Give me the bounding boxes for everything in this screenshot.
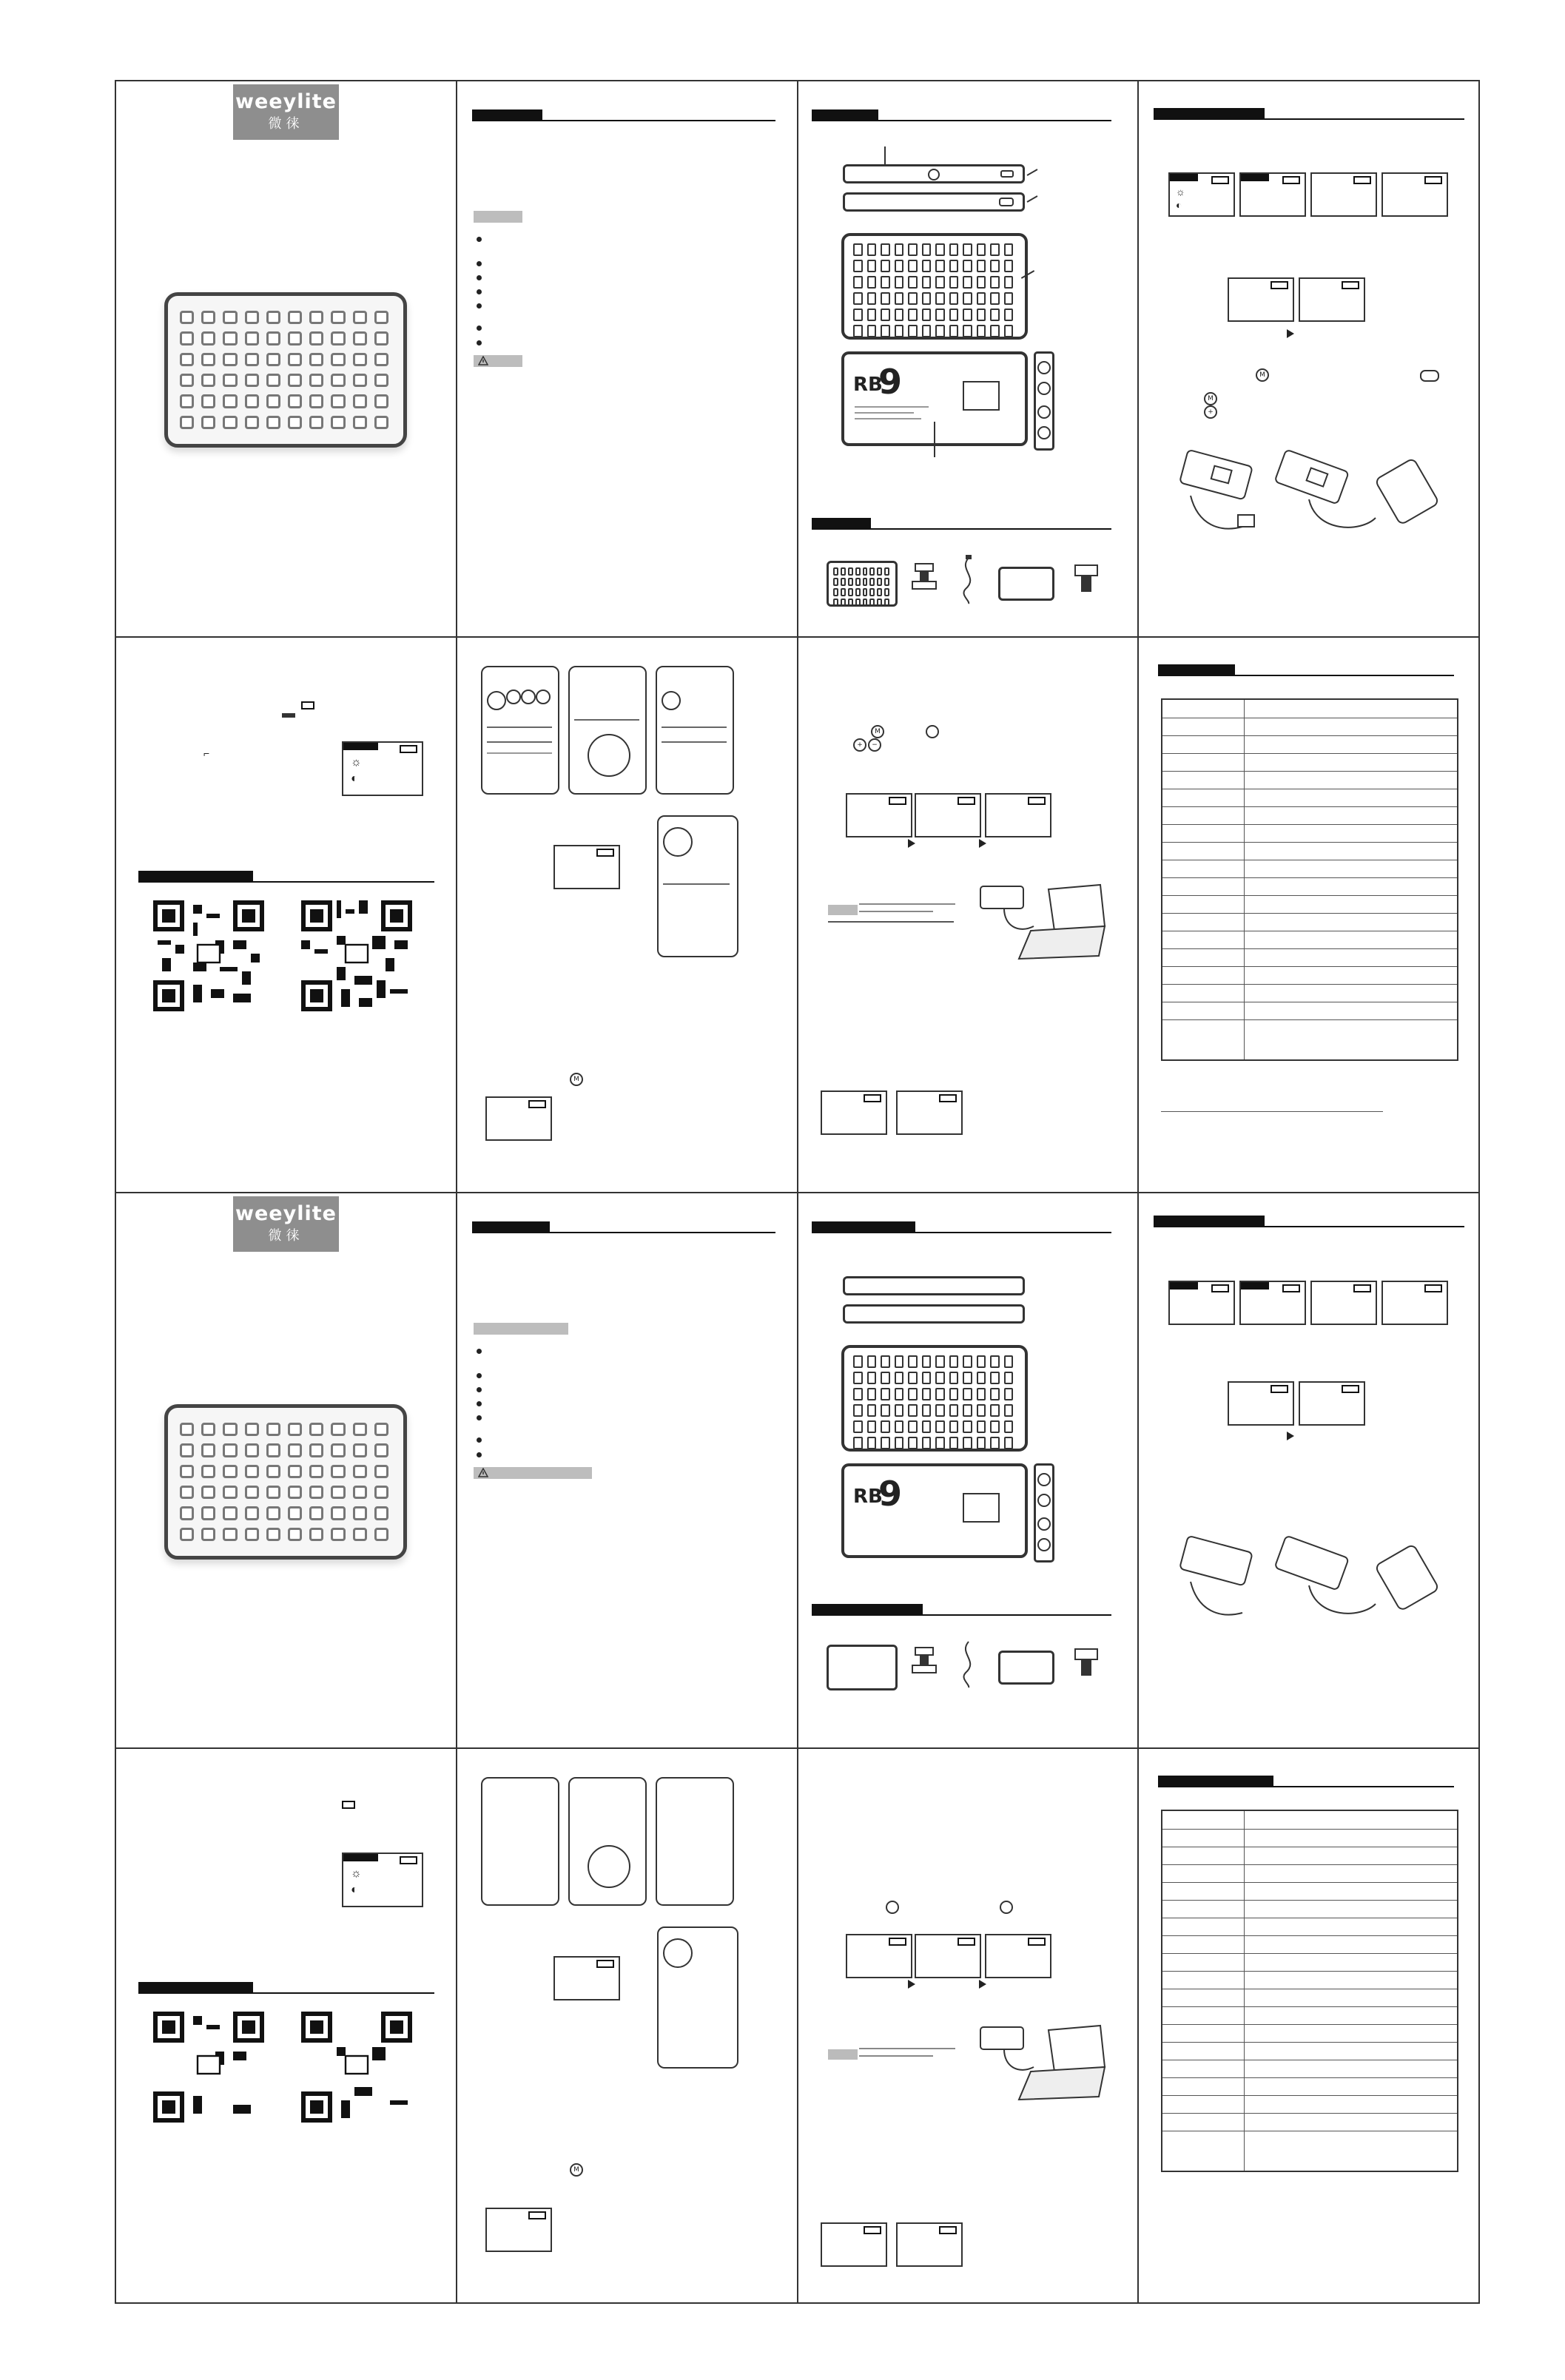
lcd-screen [342,1853,423,1907]
logo-text-en: weeylite [235,90,337,113]
power-icon[interactable] [1037,361,1051,374]
lcd-screen [1228,1381,1294,1426]
specifications-panel [1139,638,1480,1191]
section-header-rule [472,1232,775,1233]
warning-icon [478,356,488,365]
color-temp-icon: ◐ [351,1884,358,1896]
qr-code-left [153,900,264,1011]
introduction-panel-2 [457,1193,797,1747]
app-control-panel [457,638,797,1191]
back-view [841,1463,1028,1558]
front-led-view [841,1345,1028,1452]
lcd-screen [485,1096,552,1141]
lcd-screen [1168,172,1235,217]
lcd-screen [821,1090,887,1135]
arrow-right-icon [908,839,915,848]
charging-illustration [1168,1530,1450,1634]
lcd-screen [1299,1381,1365,1426]
section-header-rule [1154,118,1464,120]
side-button-column [1034,351,1054,451]
qr-code-left [153,2012,264,2123]
clip-mount-icon [1072,562,1102,599]
clip-mount-icon [1072,1646,1102,1683]
lcd-screen [915,793,981,837]
phone-screen [568,1777,647,1906]
m-button-icon: M [871,725,884,738]
section-header-bar [138,871,253,881]
m-button-icon: M [1204,392,1217,405]
section-header-rule [812,1232,1111,1233]
minus-icon[interactable] [1037,426,1051,439]
top-side-view [843,164,1025,183]
power-icon [886,1901,899,1914]
power-icon [926,725,939,738]
lcd-screen [485,2208,552,2252]
section-header-bar [812,109,878,120]
model-digit: 9 [878,362,903,402]
section-header-rule [138,1992,434,1994]
phone-screen [481,1777,559,1906]
plus-icon: + [1204,405,1217,419]
status-and-app-panel [116,638,456,1191]
lcd-screen [915,1934,981,1978]
plus-icon[interactable] [1037,405,1051,419]
spec-table [1161,1810,1458,2172]
arrow-right-icon [908,1980,915,1989]
lcd-screen [896,1090,963,1135]
app-control-panel-2 [457,1749,797,2304]
qr-code-right [301,2012,412,2123]
lcd-screen [1228,277,1294,322]
product-light-image [164,292,407,448]
brightness-icon: ☼ [351,756,362,769]
color-temp-icon: ◐ [351,772,358,785]
cold-shoe-icon [909,562,939,599]
charging-illustration [1168,444,1450,547]
section-header-bar [472,1221,550,1232]
section-header-bar [812,1221,915,1232]
lcd-screen [1381,1281,1448,1325]
laptop-icon [975,882,1108,963]
accessory-case [998,1651,1054,1685]
firmware-update-panel [798,638,1137,1191]
lcd-screen [342,741,423,796]
lcd-screen [896,2222,963,2267]
phone-screen [656,666,734,795]
accessory-light [827,1645,898,1690]
power-icon[interactable] [1037,1473,1051,1486]
cold-shoe-icon [909,1646,939,1683]
led-array [180,311,388,429]
power-icon [1000,1901,1013,1914]
lcd-screen [1381,172,1448,217]
product-overview-panel-2 [798,1193,1137,1747]
m-button-icon: M [570,2163,583,2177]
section-header-bar [1158,1776,1273,1786]
operation-panel [1139,81,1480,636]
lcd-screen [1239,1281,1306,1325]
logo-text-cn: 微徕 [268,1228,304,1244]
section-header-rule [812,120,1111,121]
arrow-right-icon [979,1980,986,1989]
laptop-icon [975,2023,1108,2104]
brand-logo [233,84,339,140]
minus-icon[interactable] [1037,1538,1051,1551]
features-tag [474,1323,568,1335]
accessory-light [827,561,898,607]
model-letters: RB [853,374,883,396]
bullet [477,340,482,345]
features-tag [474,211,522,223]
section-header-rule [138,881,434,883]
m-button-icon: M [1256,368,1269,382]
plug-icon: ⌐ [203,747,210,759]
status-chip [282,713,295,718]
back-lcd-screen [963,381,1000,411]
lcd-screen [1168,1281,1235,1325]
lcd-screen [553,845,620,889]
usb-cable-icon [954,555,983,607]
product-light-image [164,1404,407,1560]
battery-icon [1211,176,1229,184]
back-lcd-screen [963,1493,1000,1523]
plus-icon[interactable] [1037,1517,1051,1531]
section-header-bar [1154,108,1265,118]
section-header-bar [1158,664,1235,675]
phone-screen [481,666,559,795]
logo-text-cn: 微徕 [268,116,304,132]
warning-tag [474,1467,592,1479]
model-digit: 9 [878,1474,903,1514]
front-led-view [841,233,1028,340]
bottom-side-view [843,192,1025,212]
lcd-screen [1239,172,1306,217]
bullet [477,289,482,294]
battery-icon [301,701,314,709]
section-header-bar [472,109,542,120]
lcd-screen [985,793,1051,837]
section-header-rule [812,528,1111,530]
update-file-strip [827,900,960,930]
section-header-rule [812,1614,1111,1616]
section-header-bar [138,1982,253,1992]
m-button-icon[interactable] [1037,382,1051,395]
manual-sheet [115,80,1480,2304]
brand-logo [233,1196,339,1252]
model-letters: RB [853,1486,883,1508]
bullet [477,275,482,280]
qr-code-right [301,900,412,1011]
led-array [180,1423,388,1541]
arrow-right-icon [1287,329,1294,338]
bullet [477,326,482,331]
lcd-screen [1299,277,1365,322]
firmware-update-panel-2 [798,1749,1137,2304]
arrow-right-icon [1287,1432,1294,1440]
phone-screen [656,1777,734,1906]
plus-icon: + [853,738,866,752]
bottom-side-view [843,1304,1025,1324]
lcd-screen [821,2222,887,2267]
cover-panel [116,81,456,636]
battery-icon [342,1801,355,1809]
toggle-icon [1420,370,1439,382]
minus-icon: − [868,738,881,752]
phone-screen [657,815,738,957]
section-header-bar [812,1604,923,1614]
brightness-icon: ☼ [351,1867,362,1880]
phone-screen [657,1926,738,2069]
color-temp-icon: ◐ [1176,199,1182,211]
section-header-rule [1158,1786,1454,1787]
logo-text-en: weeylite [235,1202,337,1225]
bullet [477,303,482,309]
introduction-panel [457,81,797,636]
section-header-rule [1154,1226,1464,1227]
section-header-bar [1154,1216,1265,1226]
update-file-strip [827,2045,960,2074]
section-header-rule [472,120,775,121]
phone-screen [568,666,647,795]
arrow-right-icon [979,839,986,848]
lcd-screen [846,1934,912,1978]
lcd-screen [1310,172,1377,217]
lcd-screen [1310,1281,1377,1325]
spec-table [1161,698,1458,1061]
footnote-rule [1161,1111,1383,1112]
bullet [477,237,482,242]
lcd-screen [553,1956,620,2000]
m-button-icon[interactable] [1037,1494,1051,1507]
warning-tag [474,355,522,367]
brightness-icon: ☼ [1176,186,1185,198]
status-and-app-panel-2 [116,1749,456,2304]
specifications-panel-2 [1139,1749,1480,2304]
section-header-rule [1158,675,1454,676]
lcd-screen [846,793,912,837]
lcd-screen [985,1934,1051,1978]
accessory-case [998,567,1054,601]
product-overview-panel [798,81,1137,636]
m-button-icon: M [570,1073,583,1086]
side-button-column [1034,1463,1054,1562]
usb-cable-icon [954,1639,983,1690]
warning-icon [478,1468,488,1477]
section-header-bar [812,518,871,528]
top-side-view [843,1276,1025,1295]
cover-panel-2 [116,1193,456,1747]
bullet [477,261,482,266]
operation-panel-2 [1139,1193,1480,1747]
